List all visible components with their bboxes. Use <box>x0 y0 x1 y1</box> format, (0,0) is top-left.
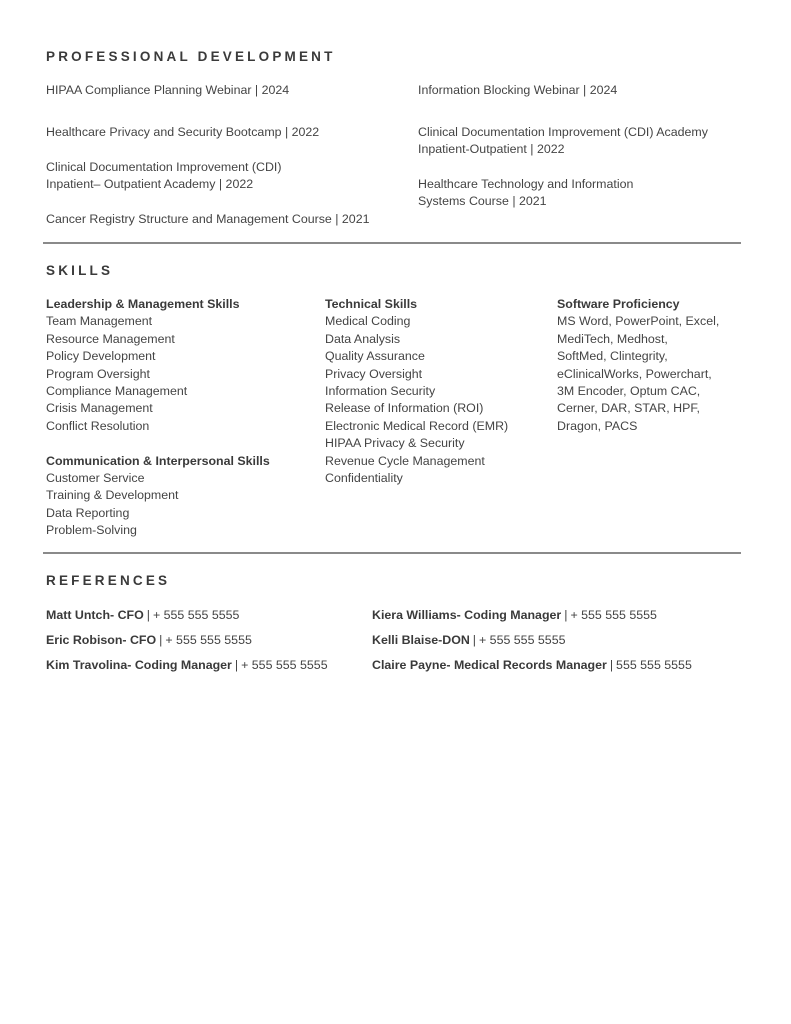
skill-item: Revenue Cycle Management <box>325 453 485 468</box>
pd-item: Clinical Documentation Improvement (CDI) Academy Inpatient-Outpatient | 2022 <box>418 125 708 157</box>
reference-separator: | <box>564 608 568 622</box>
skill-item: Data Reporting <box>46 505 130 520</box>
reference-separator: | <box>609 658 614 672</box>
pd-item: Clinical Documentation Improvement (CDI) Inpatient– Outpatient Academy | 2022 <box>46 160 282 192</box>
reference-separator: | <box>234 658 239 672</box>
reference-name: Matt Untch- CFO <box>46 608 144 622</box>
reference-name: Kim Travolina- Coding Manager <box>46 658 232 672</box>
pd-item: Healthcare Technology and Information Systems Course | 2021 <box>418 177 634 209</box>
software-line: SoftMed, Clintegrity, <box>557 349 668 364</box>
reference-entry <box>46 658 328 672</box>
skill-item: Privacy Oversight <box>325 366 423 381</box>
software-line: MediTech, Medhost, <box>557 331 668 346</box>
skill-group-title: Technical Skills <box>325 297 418 311</box>
section-divider <box>43 242 741 244</box>
reference-name: Kelli Blaise-DON <box>372 633 470 647</box>
professional-development-heading: PROFESSIONAL DEVELOPMENT <box>46 49 336 64</box>
skill-item: Training & Development <box>46 488 179 503</box>
reference-separator: | <box>159 633 163 647</box>
pd-item: Healthcare Privacy and Security Bootcamp | 2022 <box>46 125 320 139</box>
section-divider <box>43 552 741 554</box>
pd-item: Cancer Registry Structure and Management Course | 2021 <box>46 212 370 226</box>
reference-phone: + 555 555 5555 <box>165 633 252 647</box>
software-proficiency-group <box>557 296 719 435</box>
skill-item: Quality Assurance <box>325 349 425 364</box>
reference-phone: 555 555 5555 <box>616 658 692 672</box>
software-line: eClinicalWorks, Powerchart, <box>557 366 712 381</box>
pd-item: Information Blocking Webinar | 2024 <box>418 83 618 97</box>
skill-item: Team Management <box>46 314 153 329</box>
reference-name: Claire Payne- Medical Records Manager <box>372 658 607 672</box>
pd-item: HIPAA Compliance Planning Webinar | 2024 <box>46 83 290 97</box>
reference-entry <box>372 658 692 672</box>
skill-item: Release of Information (ROI) <box>325 401 484 416</box>
skill-item: Information Security <box>325 384 436 399</box>
reference-entry <box>46 608 239 622</box>
skill-item: Data Analysis <box>325 331 401 346</box>
references-heading: REFERENCES <box>46 573 171 588</box>
communication-skills-group <box>46 453 270 540</box>
leadership-skills-group <box>46 296 270 435</box>
skill-group-title: Communication & Interpersonal Skills <box>46 453 270 468</box>
skill-item: Medical Coding <box>325 314 411 329</box>
skill-item: Compliance Management <box>46 384 188 399</box>
skill-group-title: Software Proficiency <box>557 297 680 311</box>
reference-separator: | <box>146 608 150 622</box>
skill-item: Confidentiality <box>325 471 403 486</box>
reference-entry <box>372 633 565 647</box>
skill-item: Policy Development <box>46 349 156 364</box>
reference-entry <box>46 633 252 647</box>
skill-item: Electronic Medical Record (EMR) <box>325 418 509 433</box>
reference-name: Eric Robison- CFO <box>46 633 157 647</box>
technical-skills-group <box>325 296 508 487</box>
skills-column-left <box>46 296 270 540</box>
reference-entry <box>372 608 657 622</box>
software-line: 3M Encoder, Optum CAC, <box>557 384 701 399</box>
skill-item: Resource Management <box>46 331 175 346</box>
reference-phone: + 555 555 5555 <box>570 608 657 622</box>
software-line: Cerner, DAR, STAR, HPF, <box>557 401 700 416</box>
reference-phone: + 555 555 5555 <box>152 608 240 622</box>
skills-column-right <box>557 296 719 435</box>
reference-name: Kiera Williams- Coding Manager <box>372 608 562 622</box>
skills-heading: SKILLS <box>46 263 114 278</box>
skill-item: Program Oversight <box>46 366 150 381</box>
skill-item: Crisis Management <box>46 401 153 416</box>
skill-group-title: Leadership & Management Skills <box>46 297 240 311</box>
reference-phone: + 555 555 5555 <box>479 633 566 647</box>
skill-item: Conflict Resolution <box>46 418 150 433</box>
skill-item: Problem-Solving <box>46 523 137 538</box>
reference-phone: + 555 555 5555 <box>241 658 328 672</box>
skill-item: Customer Service <box>46 471 145 486</box>
skills-column-middle <box>325 296 508 487</box>
reference-separator: | <box>472 633 476 647</box>
skill-item: HIPAA Privacy & Security <box>325 436 465 451</box>
software-line: Dragon, PACS <box>557 418 638 433</box>
software-line: MS Word, PowerPoint, Excel, <box>557 314 720 329</box>
